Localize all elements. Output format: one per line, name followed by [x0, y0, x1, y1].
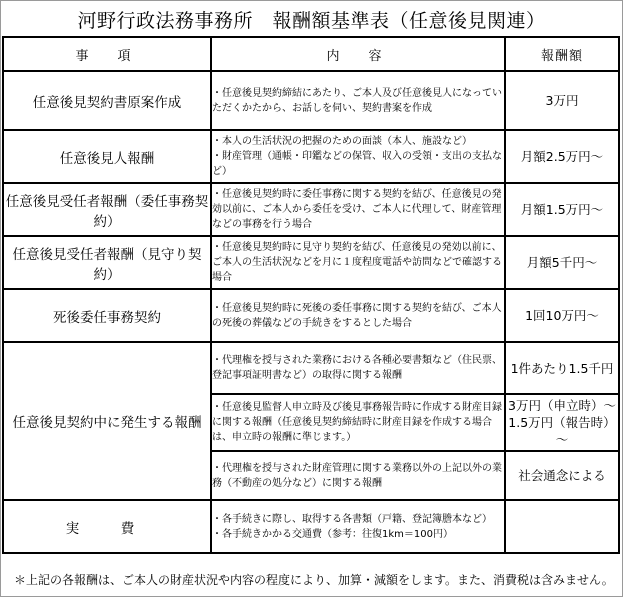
footnote: ＊上記の各報酬は、ご本人の財産状況や内容の程度により、加算・減額をします。また、消費税は含みません。	[14, 573, 614, 587]
row-fee: 1件あたり1.5千円	[505, 342, 619, 394]
content-line: ・各手続きに際し、取得する各書類（戸籍、登記簿謄本など）	[212, 513, 492, 525]
row-item: 任意後見受任者報酬（見守り契約）	[3, 236, 211, 289]
fee-line: 1.5万円（報告時）～	[508, 415, 616, 447]
row-fee	[505, 394, 619, 451]
row-content	[211, 342, 505, 394]
row-fee: 月額1.5万円～	[505, 183, 619, 236]
row-fee: 1回10万円～	[505, 289, 619, 342]
header-fee: 報酬額	[505, 37, 619, 71]
row-content	[211, 71, 505, 130]
header-item: 事 項	[3, 37, 211, 71]
row-fee: 月額5千円～	[505, 236, 619, 289]
table-row	[3, 183, 619, 236]
row-item: 死後委任事務契約	[3, 289, 211, 342]
content-line: ・代理権を授与された業務における各種必要書類など（住民票、登記事項証明書など）の取得に関する報酬	[212, 355, 502, 381]
row-content	[211, 183, 505, 236]
table-row	[3, 130, 619, 183]
table-row	[3, 342, 619, 394]
row-content	[211, 500, 505, 553]
row-fee: 月額2.5万円～	[505, 130, 619, 183]
row-content	[211, 236, 505, 289]
table-row	[3, 71, 619, 130]
row-item: 任意後見契約中に発生する報酬	[3, 342, 211, 500]
row-item: 任意後見契約書原案作成	[3, 71, 211, 130]
row-content	[211, 130, 505, 183]
content-line: ・任意後見契約時に委任事務に関する契約を結び、任意後見の発効以前に、ご本人から委任を受け、ご本人に代理して、財産管理などの事務を行う場合	[212, 189, 502, 230]
row-fee: 3万円	[505, 71, 619, 130]
table-row	[3, 236, 619, 289]
row-content	[211, 394, 505, 451]
row-item: 任意後見受任者報酬（委任事務契約）	[3, 183, 211, 236]
table-header-row	[3, 37, 619, 71]
table-row	[3, 289, 619, 342]
content-line: ・代理権を授与された財産管理に関する業務以外の上記以外の業務（不動産の処分など）に関する報酬	[212, 462, 502, 489]
content-line: ・本人の生活状況の把握のための面談（本人、施設など）	[212, 136, 472, 147]
row-content	[211, 451, 505, 500]
row-fee	[505, 500, 619, 553]
table-row	[3, 500, 619, 553]
row-item: 実 費	[3, 500, 211, 553]
fee-table	[2, 36, 620, 554]
fee-line: 3万円（申立時）～	[508, 398, 616, 413]
content-line: ・各手続きかかる交通費（参考：往復1km＝100円）	[212, 528, 453, 540]
row-item: 任意後見人報酬	[3, 130, 211, 183]
header-content: 内 容	[211, 37, 505, 71]
content-line: ・任意後見契約時に見守り契約を結び、任意後見の発効以前に、ご本人の生活状況などを月に１度程度電話や訪問などで確認する場合	[212, 242, 502, 283]
row-fee: 社会通念による	[505, 451, 619, 500]
row-content	[211, 289, 505, 342]
content-line: ・任意後見契約時に死後の委任事務に関する契約を結び、ご本人の死後の葬儀などの手続きをするとした場合	[212, 302, 502, 329]
content-line: ・財産管理（通帳・印鑑などの保管、収入の受領・支出の支払など）	[212, 151, 502, 177]
content-line: ・任意後見監督人申立時及び後見事務報告時に作成する財産目録に関する報酬（任意後見契約締結時に財産目録を作成する場合は、申立時の報酬に準じます。）	[212, 402, 502, 443]
content-line: ・任意後見契約締結にあたり、ご本人及び任意後見人になっていただくかたから、お話しを伺い、契約書案を作成	[212, 87, 502, 114]
page-title: 河野行政法務事務所 報酬額基準表（任意後見関連）	[77, 10, 546, 32]
